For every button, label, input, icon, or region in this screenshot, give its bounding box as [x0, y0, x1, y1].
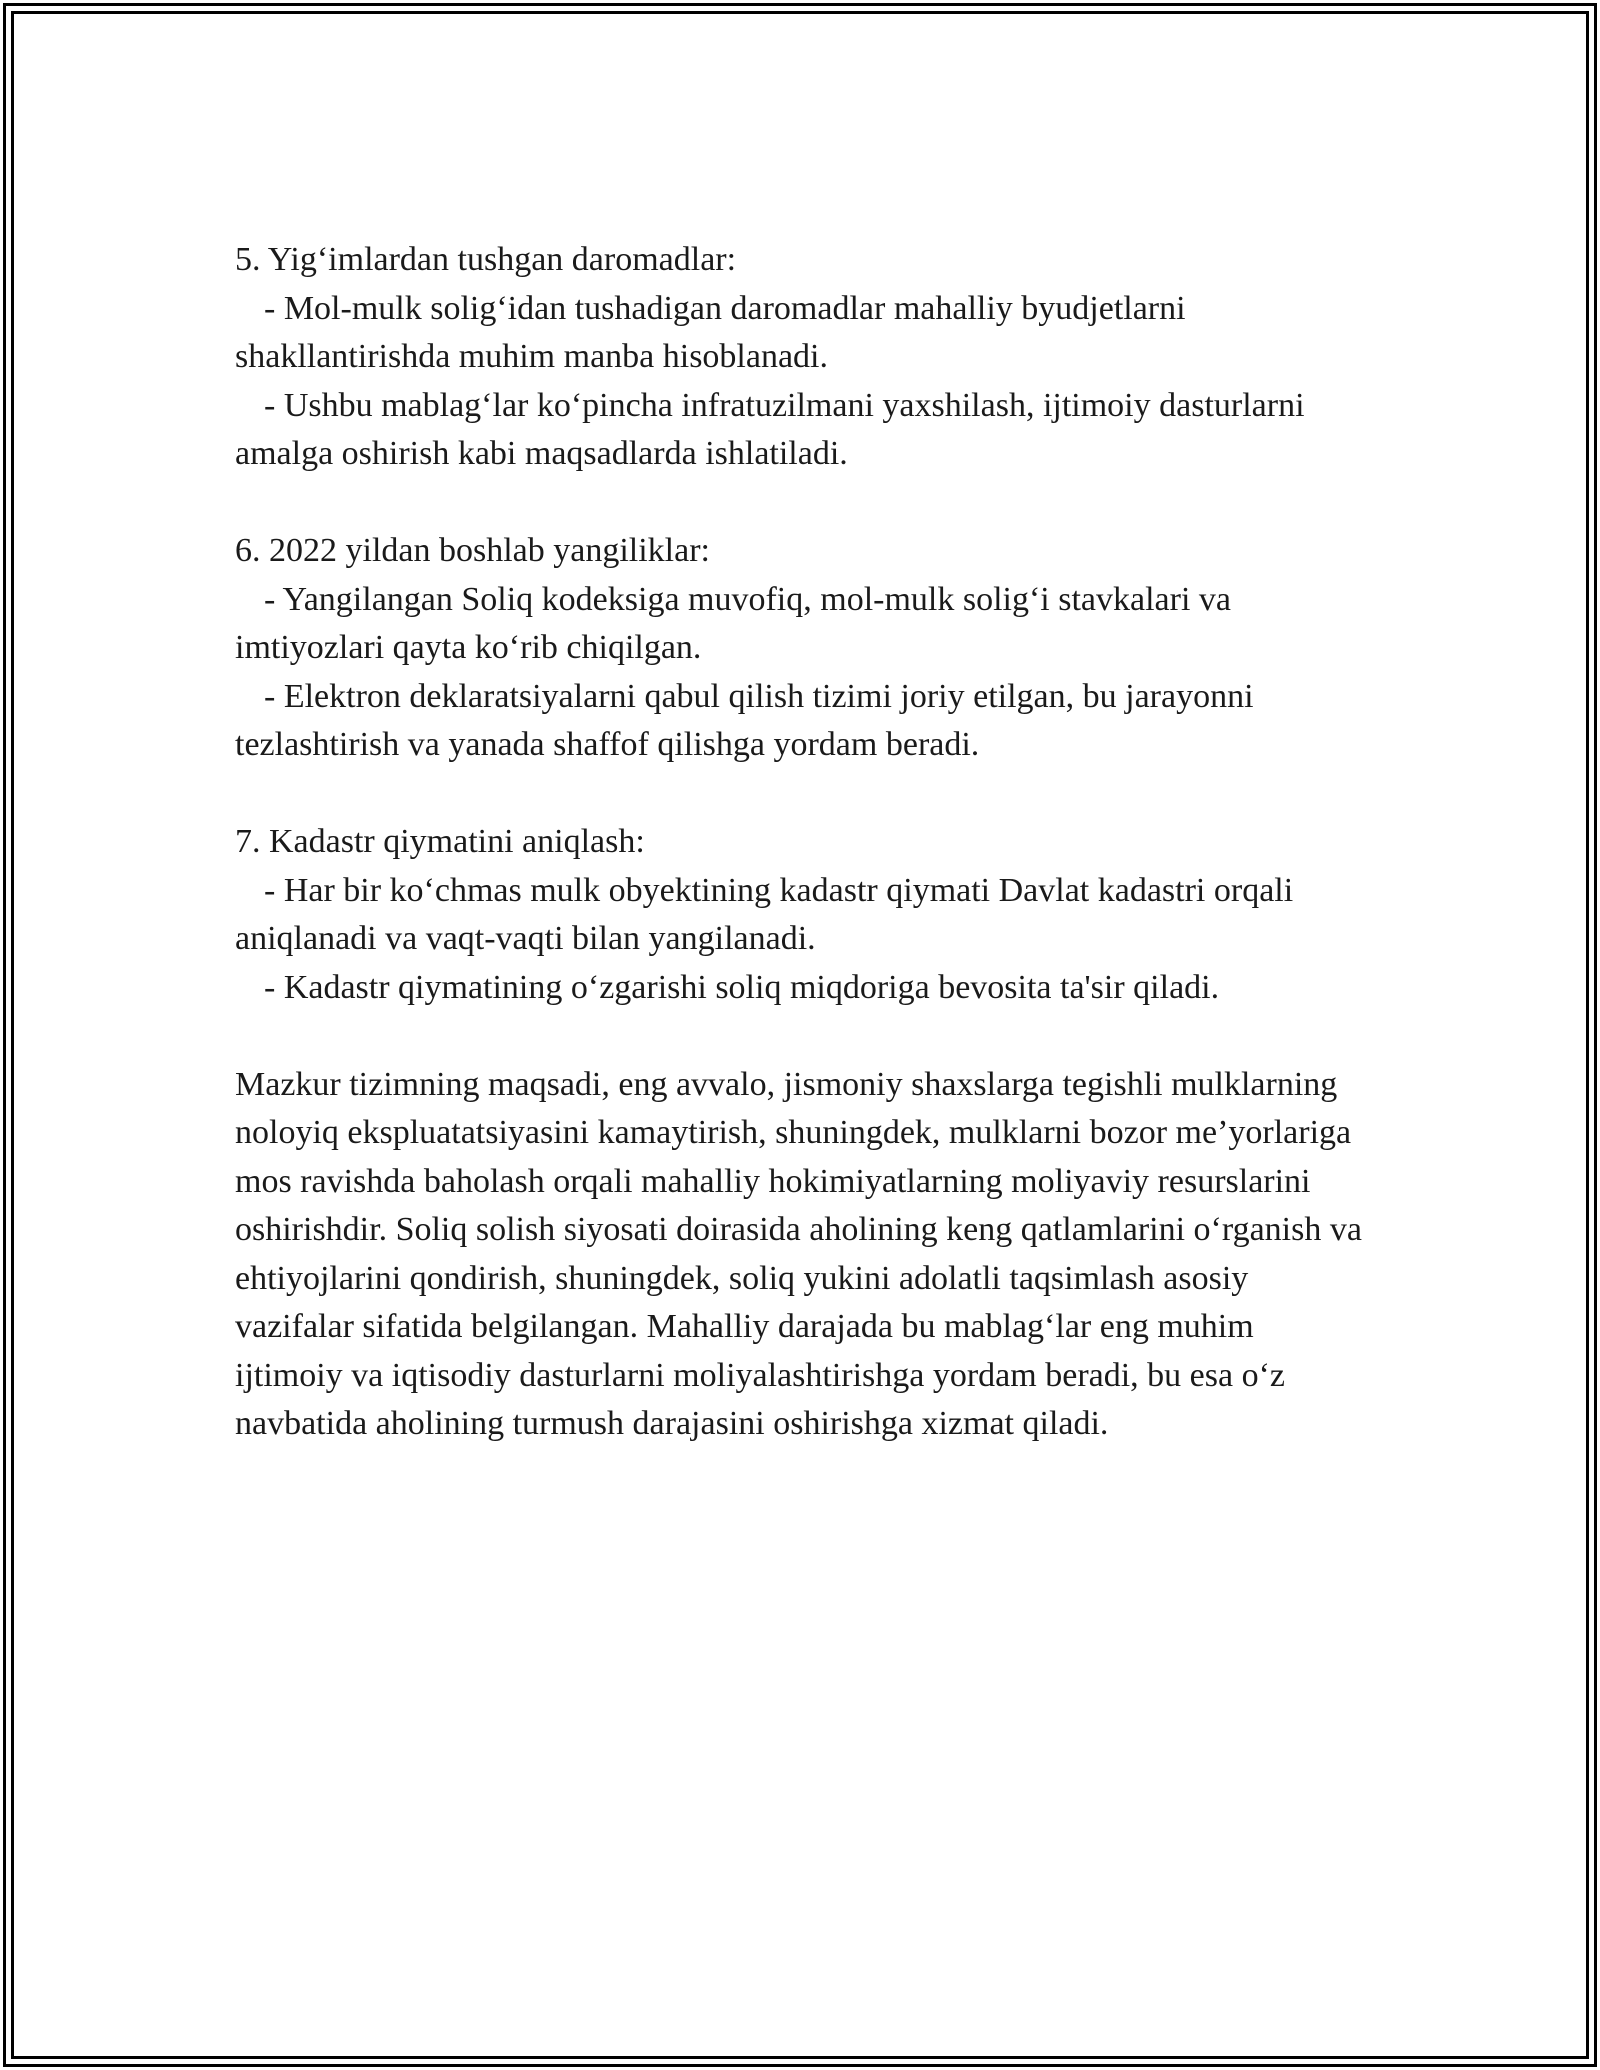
section-7	[235, 818, 1365, 1012]
section-6	[235, 527, 1365, 770]
list-item: - Ushbu mablag‘lar ko‘pincha infratuzilmani yaxshilash, ijtimoiy dasturlarni amalga oshirish kabi maqsadlarda ishlatiladi.	[235, 386, 1305, 472]
document-body	[235, 236, 1365, 1449]
section-heading: 6. 2022 yildan boshlab yangiliklar:	[235, 532, 710, 569]
section-heading: 7. Kadastr qiymatini aniqlash:	[235, 823, 645, 860]
conclusion-paragraph: Mazkur tizimning maqsadi, eng avvalo, jismoniy shaxslarga tegishli mulklarning noloyiq ekspluatatsiyasini kamaytirish, shuningdek, mulklarni bozor me’yorlariga mos ravishda baholash orqali mahalliy hokimiyatlarning moliyaviy resurslarini oshirishdir. Soliq solish siyosati doirasida aholining keng qatlamlarini o‘rganish va ehtiyojlarini qondirish, shuningdek, soliq yukini adolatli taqsimlash asosiy vazifalar sifatida belgilangan. Mahalliy darajada bu mablag‘lar eng muhim ijtimoiy va iqtisodiy dasturlarni moliyalashtirishga yordam beradi, bu esa o‘z navbatida aholining turmush darajasini oshirishga xizmat qiladi.	[235, 1065, 1362, 1442]
list-item: - Har bir ko‘chmas mulk obyektining kadastr qiymati Davlat kadastri orqali aniqlanadi va vaqt-vaqti bilan yangilanadi.	[235, 871, 1294, 957]
list-item: - Mol-mulk solig‘idan tushadigan daromadlar mahalliy byudjetlarni shakllantirishda muhim manba hisoblanadi.	[235, 289, 1186, 375]
list-item: - Elektron deklaratsiyalarni qabul qilish tizimi joriy etilgan, bu jarayonni tezlashtirish va yanada shaffof qilishga yordam beradi.	[235, 677, 1254, 763]
section-heading: 5. Yig‘imlardan tushgan daromadlar:	[235, 241, 737, 278]
list-item: - Yangilangan Soliq kodeksiga muvofiq, mol-mulk solig‘i stavkalari va imtiyozlari qayta ko‘rib chiqilgan.	[235, 580, 1232, 666]
section-5	[235, 236, 1365, 479]
list-item: - Kadastr qiymatining o‘zgarishi soliq miqdoriga bevosita ta'sir qiladi.	[264, 968, 1220, 1006]
